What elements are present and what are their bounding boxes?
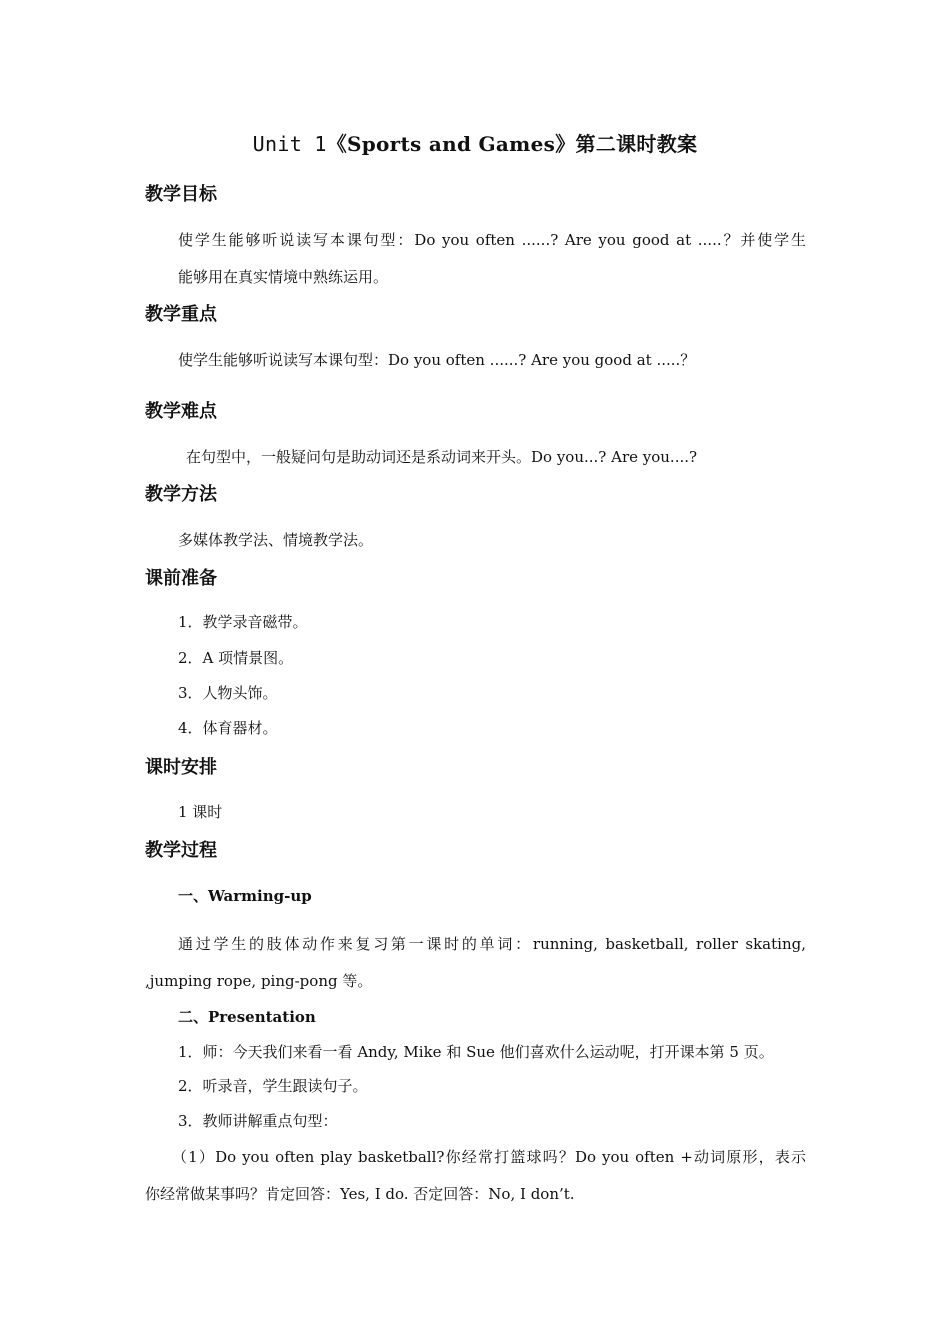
heading-difficulties: 教学难点	[145, 401, 217, 422]
objectives-line-1: 使学生能够听说读写本课句型：Do you often ......? Are you good at .....？并使学生	[178, 231, 806, 249]
heading-schedule: 课时安排	[145, 757, 217, 778]
presentation-step-2: 2．听录音，学生跟读句子。	[178, 1077, 368, 1095]
schedule-text: 1 课时	[178, 803, 223, 821]
heading-methods: 教学方法	[145, 484, 217, 505]
warmup-line-2: ,jumping rope, ping-pong 等。	[145, 972, 373, 990]
presentation-step-3: 3．教师讲解重点句型：	[178, 1112, 338, 1130]
preparation-item: 1．教学录音磁带。	[178, 613, 308, 631]
document-title	[0, 128, 950, 157]
methods-text: 多媒体教学法、情境教学法。	[178, 531, 374, 549]
warmup-line-1: 通过学生的肢体动作来复习第一课时的单词：running, basketball, roller skating,	[178, 935, 806, 953]
sentence-pattern-1-line-2: 你经常做某事吗？肯定回答：Yes, I do. 否定回答：No, I don’t.	[145, 1185, 575, 1203]
heading-process: 教学过程	[145, 840, 217, 861]
preparation-item: 3．人物头饰。	[178, 684, 278, 702]
title-unit-prefix: Unit 1	[252, 132, 327, 156]
sentence-pattern-1-line-1: （1）Do you often play basketball?你经常打篮球吗？Do you often +动词原形，表示	[172, 1148, 806, 1166]
heading-key-points: 教学重点	[145, 304, 217, 325]
title-main: 《Sports and Games》第二课时教案	[326, 132, 698, 156]
presentation-title: 二、Presentation	[178, 1008, 316, 1026]
heading-preparation: 课前准备	[145, 568, 217, 589]
preparation-item: 4．体育器材。	[178, 719, 278, 737]
heading-objectives: 教学目标	[145, 184, 217, 205]
key-points-text: 使学生能够听说读写本课句型：Do you often ......? Are you good at .....？	[178, 351, 696, 369]
difficulties-text: 在句型中，一般疑问句是助动词还是系动词来开头。Do you...? Are you....?	[186, 448, 698, 466]
preparation-item: 2．A 项情景图。	[178, 649, 294, 667]
warmup-title: 一、Warming-up	[178, 887, 312, 905]
presentation-step-1: 1．师：今天我们来看一看 Andy, Mike 和 Sue 他们喜欢什么运动呢，打开课本第 5 页。	[178, 1043, 774, 1061]
objectives-line-2: 能够用在真实情境中熟练运用。	[178, 268, 389, 286]
